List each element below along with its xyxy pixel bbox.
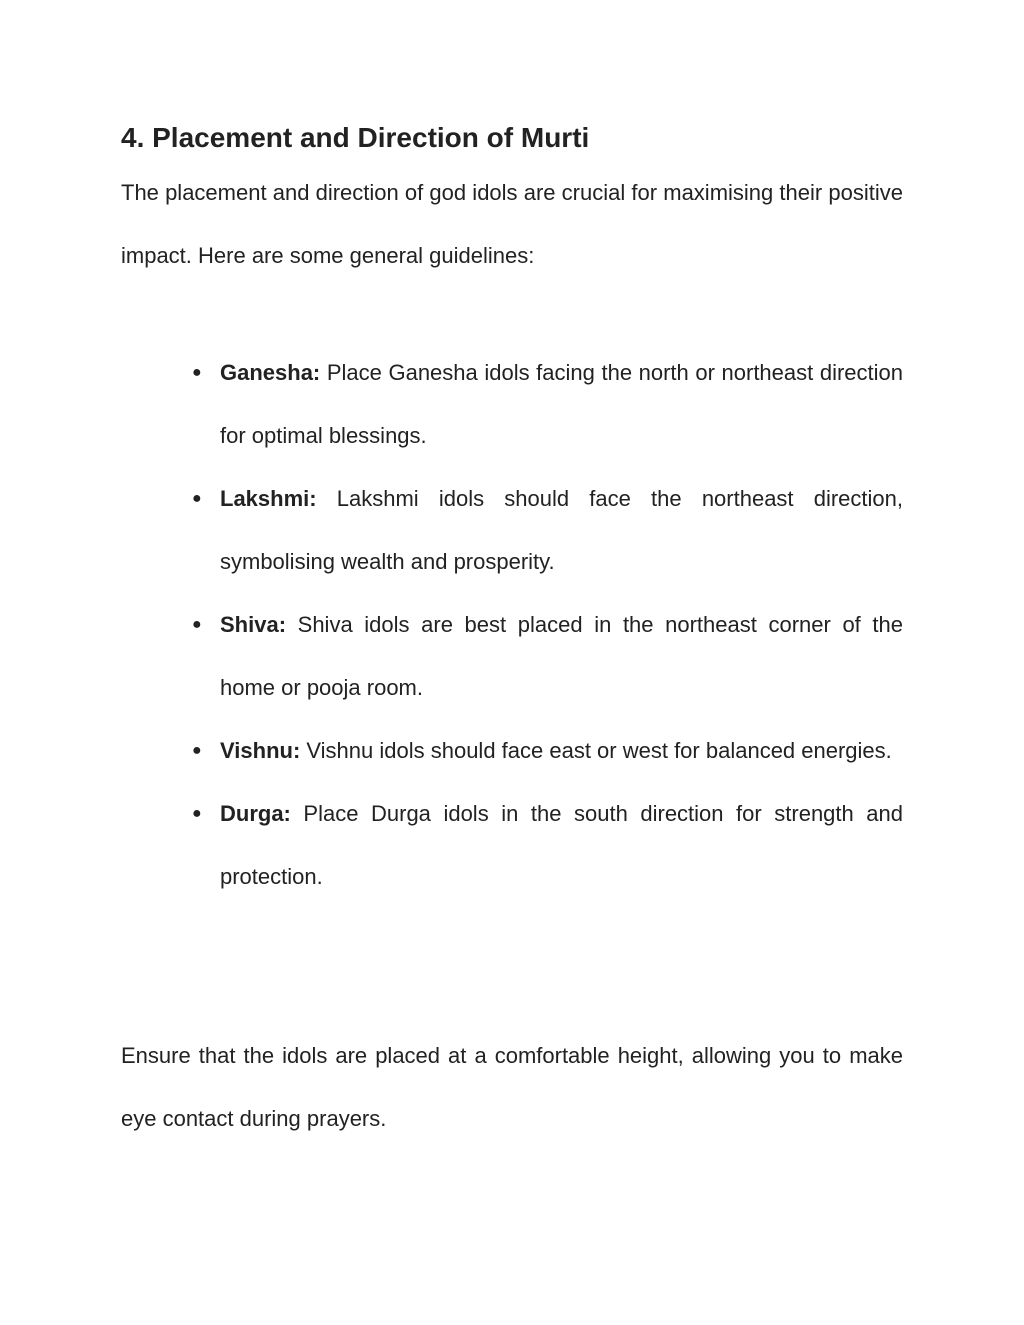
- deity-name: Ganesha:: [220, 360, 321, 385]
- list-item: [121, 782, 903, 908]
- list-item: [121, 341, 903, 467]
- deity-name: Durga:: [220, 801, 291, 826]
- bullet-icon: ●: [192, 805, 202, 822]
- closing-paragraph: Ensure that the idols are placed at a comfortable height, allowing you to make eye contact during prayers.: [121, 1043, 903, 1131]
- deity-name: Lakshmi:: [220, 486, 317, 511]
- guideline-text: Lakshmi idols should face the northeast direction, symbolising wealth and prosperity.: [220, 486, 903, 574]
- section-heading: 4. Placement and Direction of Murti: [121, 122, 590, 153]
- guideline-text: Place Durga idols in the south direction for strength and protection.: [220, 801, 903, 889]
- guideline-text: Vishnu idols should face east or west for balanced energies.: [300, 738, 892, 763]
- guidelines-list: [121, 341, 903, 908]
- bullet-icon: ●: [192, 616, 202, 633]
- deity-name: Vishnu:: [220, 738, 301, 763]
- guideline-text: Shiva idols are best placed in the northeast corner of the home or pooja room.: [220, 612, 903, 700]
- bullet-icon: ●: [192, 490, 202, 507]
- bullet-icon: ●: [192, 742, 202, 759]
- bullet-icon: ●: [192, 364, 202, 381]
- list-item: [121, 593, 903, 719]
- guideline-text: Place Ganesha idols facing the north or northeast direction for optimal blessings.: [220, 360, 903, 448]
- deity-name: Shiva:: [220, 612, 287, 637]
- list-item: [121, 719, 903, 782]
- intro-paragraph: The placement and direction of god idols are crucial for maximising their positive impact. Here are some general guidelines:: [121, 180, 903, 268]
- list-item: [121, 467, 903, 593]
